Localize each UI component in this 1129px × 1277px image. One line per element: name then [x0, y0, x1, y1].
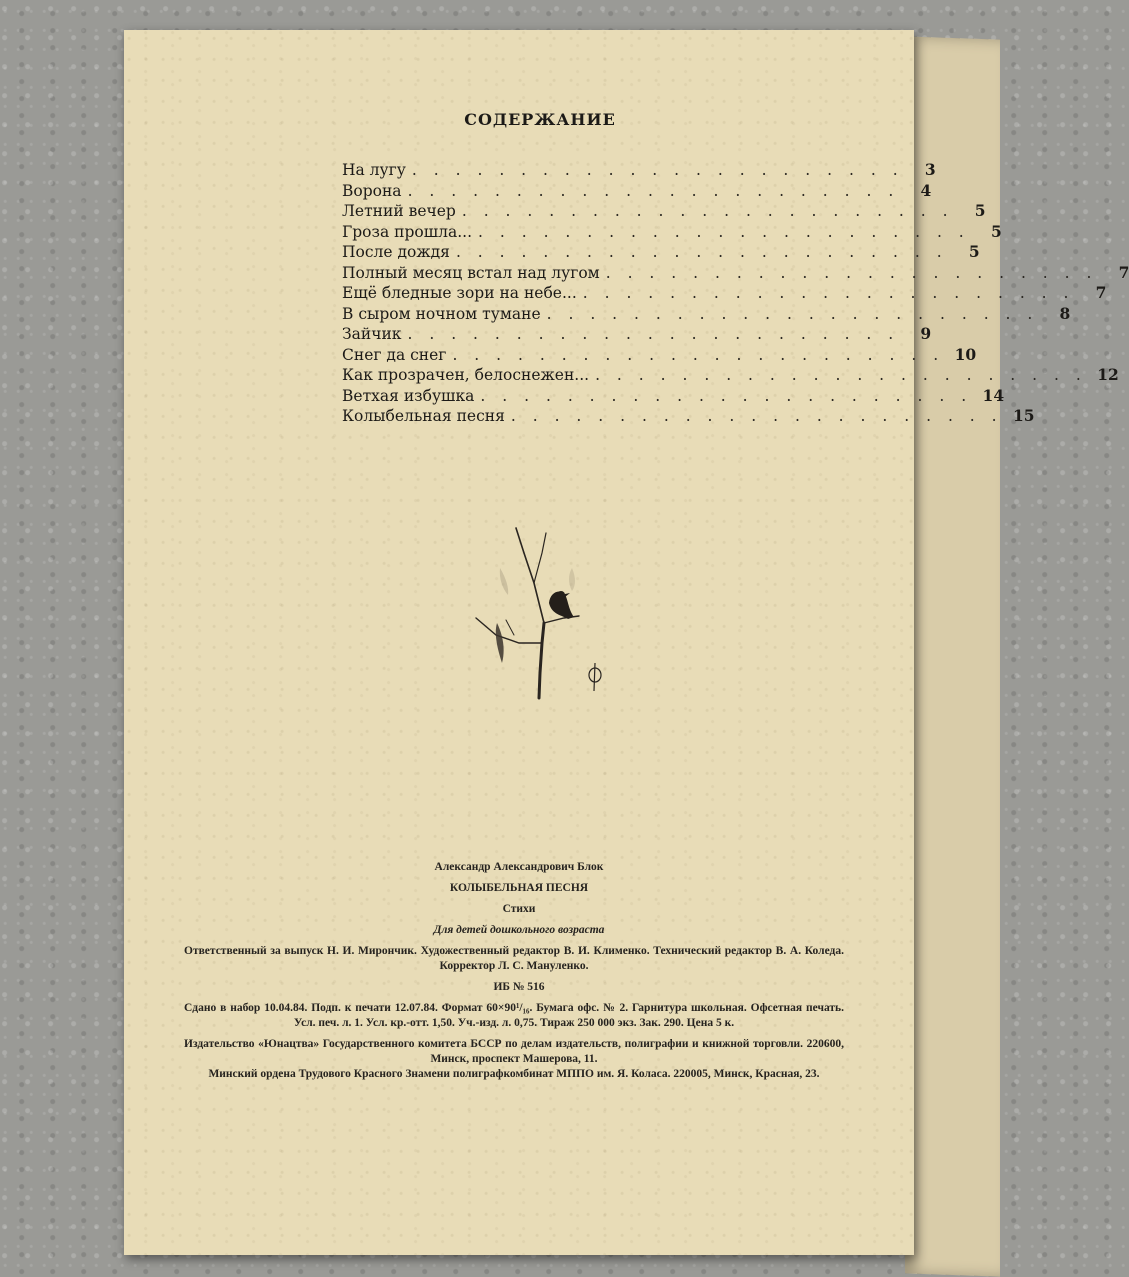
toc-entry-page: 3: [924, 160, 936, 179]
toc-entry-title: Зайчик: [342, 325, 402, 343]
toc-entry: [342, 221, 1002, 243]
toc-entry-title: Летний вечер: [342, 202, 456, 220]
toc-entry: [342, 160, 936, 181]
colophon-printer: Минский ордена Трудового Красного Знамени полиграфкомбинат МППО им. Я. Коласа. 220005, Минск, Красная, 23.: [208, 1068, 820, 1080]
toc-leader-dots: . . . . . . . . . . . . . . . . . . . . . . .: [478, 222, 970, 241]
toc-leader-dots: . . . . . . . . . . . . . . . . . . . . . . .: [407, 325, 900, 343]
toc-entry: [342, 385, 1005, 407]
toc-entry-page: 5: [974, 201, 986, 220]
bird-on-branch-illustration: [464, 523, 624, 703]
toc-leader-dots: . . . . . . . . . . . . . . . . . . . . . . .: [407, 181, 900, 200]
toc-leader-dots: . . . . . . . . . . . . . . . . . . . . . . .: [605, 263, 1098, 282]
toc-entry-title: На лугу: [342, 161, 406, 179]
book-page: [124, 30, 1129, 1255]
colophon-print-info: Сдано в набор 10.04.84. Подп. к печати 12.07.84. Формат 60×90¹/₁₆. Бумага офс. № 2. Гарнитура школьная. Офсетная печать. Усл. печ. л. 1. Усл. кр.-отт. 1,50. Уч.-изд. л. 0,75. Тираж 250 000 экз. Зак. 290. Цена 5 к.: [184, 1002, 844, 1029]
toc-leader-dots: . . . . . . . . . . . . . . . . . . . . . . .: [582, 284, 1075, 302]
colophon: [124, 860, 914, 1082]
toc-entry-title: Ещё бледные зори на небе...: [342, 284, 577, 302]
toc-entry-page: 12: [1097, 365, 1119, 384]
colophon-ib-number: ИБ № 516: [493, 981, 545, 993]
toc-entry-page: 8: [1059, 303, 1071, 323]
colophon-audience: Для детей дошкольного возраста: [433, 924, 605, 936]
toc-entry-title: После дождя: [342, 243, 450, 261]
toc-leader-dots: . . . . . . . . . . . . . . . . . . . . . . .: [510, 407, 1003, 425]
toc-entry: [342, 344, 977, 366]
colophon-genre: Стихи: [502, 903, 536, 915]
toc-entry: [342, 242, 980, 263]
colophon-publisher: Издательство «Юнацтва» Государственного комитета БССР по делам издательств, полиграфии и книжной торговли. 220600, Минск, проспект Машерова, 11.: [184, 1038, 844, 1065]
toc-entry: [342, 303, 1071, 325]
toc-leader-dots: . . . . . . . . . . . . . . . . . . . . . . .: [455, 243, 948, 261]
toc-entry: [342, 365, 1119, 386]
artist-monogram: [589, 663, 601, 691]
colophon-book-title: КОЛЫБЕЛЬНАЯ ПЕСНЯ: [449, 882, 589, 894]
toc-leader-dots: . . . . . . . . . . . . . . . . . . . . . . .: [480, 386, 973, 405]
toc-leader-dots: . . . . . . . . . . . . . . . . . . . . . . .: [546, 304, 1039, 323]
toc-entry-page: 4: [920, 180, 932, 200]
leaf-shape: [496, 623, 504, 663]
toc-entry-page: 14: [982, 385, 1005, 405]
toc-entry: [342, 283, 1107, 304]
toc-entry-title: Колыбельная песня: [342, 407, 505, 425]
table-of-contents: [342, 160, 1129, 427]
toc-entry: [342, 406, 1035, 427]
toc-entry: [342, 201, 986, 222]
colophon-author: Александр Александрович Блок: [434, 861, 604, 873]
toc-entry-page: 7: [1095, 283, 1107, 302]
toc-entry-page: 7: [1118, 262, 1129, 282]
toc-leader-dots: . . . . . . . . . . . . . . . . . . . . . . .: [461, 202, 954, 220]
toc-entry-title: В сыром ночном тумане: [342, 304, 541, 323]
toc-entry-page: 5: [990, 221, 1002, 241]
toc-entry-title: Ветхая избушка: [342, 386, 475, 405]
toc-entry-title: Как прозрачен, белоснежен...: [342, 366, 590, 384]
toc-entry-title: Полный месяц встал над лугом: [342, 263, 600, 282]
toc-entry: [342, 262, 1129, 284]
toc-title: СОДЕРЖАНИЕ: [464, 110, 616, 129]
colophon-credits: Ответственный за выпуск Н. И. Мирончик. Художественный редактор В. И. Клименко. Технический редактор В. А. Коледа. Корректор Л. С. Мануленко.: [184, 945, 844, 972]
toc-entry-page: 15: [1013, 406, 1035, 425]
toc-entry-page: 5: [968, 242, 980, 261]
toc-entry-page: 9: [920, 324, 932, 343]
toc-entry: [342, 180, 932, 202]
toc-entry-title: Ворона: [342, 181, 402, 200]
toc-entry-title: Снег да снег: [342, 345, 447, 364]
toc-entry: [342, 324, 932, 345]
toc-entry-title: Гроза прошла...: [342, 222, 473, 241]
toc-leader-dots: . . . . . . . . . . . . . . . . . . . . . . .: [595, 366, 1087, 384]
toc-leader-dots: . . . . . . . . . . . . . . . . . . . . . . .: [411, 161, 904, 179]
toc-leader-dots: . . . . . . . . . . . . . . . . . . . . . . .: [452, 345, 945, 364]
toc-entry-page: 10: [954, 344, 977, 364]
